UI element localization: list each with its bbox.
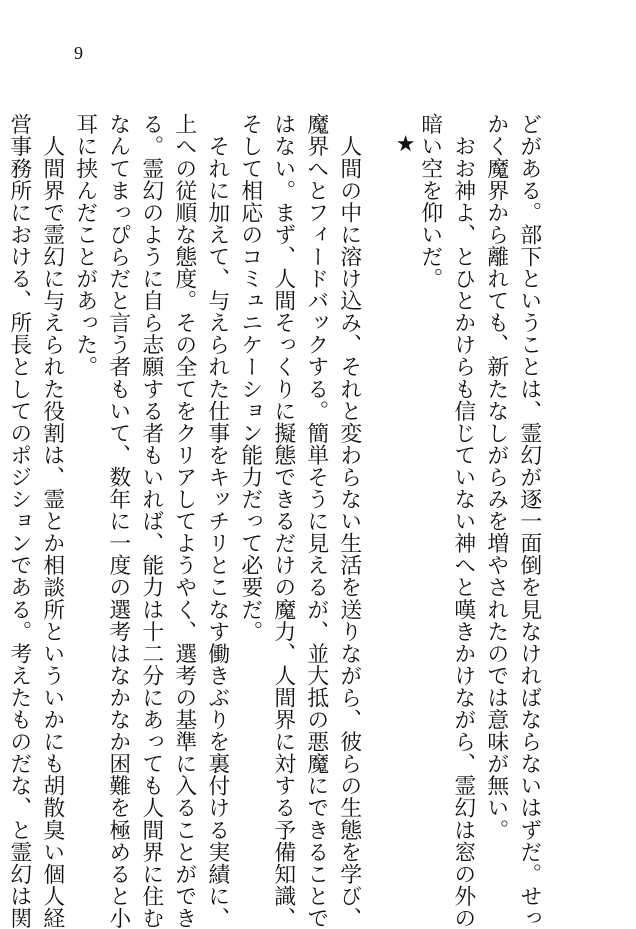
text-column-12: なんてまっぴらだと言う者もいて、数年に一度の選考はなかなか困難を極めると小 [105,113,131,929]
text-column-13: 耳に挟んだことがあった。 [72,113,98,378]
text-column-11: る。霊幻のように自ら志願する者もいれば、能力は十二分にあっても人間界に住む [138,113,164,929]
text-column-2: かく魔界から離れても、新たなしがらみを増やされたのでは意味が無い。 [483,113,509,841]
text-column-15: 営事務所における、所長としてのポジションである。考えたものだな、と霊幻は関 [6,113,32,929]
text-column-9: それに加えて、与えられた仕事をキッチリとこなす働きぶりを裏付ける実績に、 [204,113,230,929]
text-column-4: 暗い空を仰いだ。 [417,113,443,290]
text-column-8: そして相応のコミュニケーション能力だって必要だ。 [237,113,263,643]
text-column-1: どがある。部下ということは、霊幻が逐一面倒を見なければならないはずだ。せっ [516,113,542,929]
text-column-10: 上への従順な態度。その全てをクリアしてようやく、選考の基準に入ることができ [171,113,197,929]
text-column-7: はない。まず、人間そっくりに擬態できるだけの魔力、人間界に対する予備知識、 [270,113,296,929]
section-break-star-icon: ★ [393,132,418,158]
text-column-5: 人間の中に溶け込み、それと変わらない生活を送りながら、彼らの生態を学び、 [336,113,362,929]
text-column-14: 人間界で霊幻に与えられた役割は、霊とか相談所といういかにも胡散臭い個人経 [39,113,65,929]
text-column-6: 魔界へとフィードバックする。簡単そうに見えるが、並大抵の悪魔にできることで [303,113,329,929]
page-number: 9 [74,43,83,63]
text-column-3: おお神よ、とひとかけらも信じていない神へと嘆きかけながら、霊幻は窓の外の [450,113,476,929]
